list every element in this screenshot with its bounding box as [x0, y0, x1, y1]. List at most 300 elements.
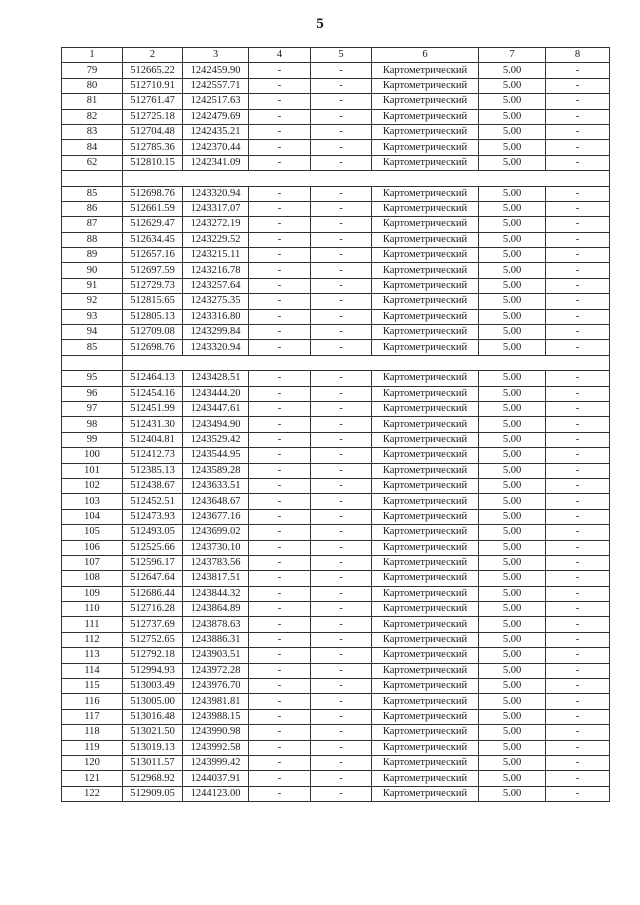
point-number: 110: [62, 602, 123, 617]
col-8-value: -: [546, 325, 610, 340]
accuracy-value: 5.00: [479, 155, 546, 170]
accuracy-value: 5.00: [479, 632, 546, 647]
coordinate-y: 1244037.91: [183, 771, 249, 786]
method-name: Картометрический: [372, 740, 479, 755]
coordinate-x: 512661.59: [123, 201, 183, 216]
coordinate-x: 512792.18: [123, 648, 183, 663]
coordinate-y: 1243990.98: [183, 725, 249, 740]
method-name: Картометрический: [372, 263, 479, 278]
accuracy-value: 5.00: [479, 78, 546, 93]
accuracy-value: 5.00: [479, 679, 546, 694]
table-row: [62, 555, 610, 570]
col-4-value: -: [249, 786, 311, 801]
col-8-value: -: [546, 525, 610, 540]
empty-cell: [62, 171, 123, 186]
col-5-value: -: [311, 648, 372, 663]
col-8-value: -: [546, 401, 610, 416]
col-4-value: -: [249, 94, 311, 109]
col-8-value: -: [546, 694, 610, 709]
col-5-value: -: [311, 494, 372, 509]
coordinate-x: 512709.08: [123, 325, 183, 340]
table-row: [62, 417, 610, 432]
accuracy-value: 5.00: [479, 201, 546, 216]
coordinate-y: 1243864.89: [183, 602, 249, 617]
method-name: Картометрический: [372, 725, 479, 740]
col-5-value: -: [311, 525, 372, 540]
accuracy-value: 5.00: [479, 740, 546, 755]
col-4-value: -: [249, 602, 311, 617]
table-row: [62, 325, 610, 340]
table-row: [62, 663, 610, 678]
col-5-value: -: [311, 140, 372, 155]
accuracy-value: 5.00: [479, 555, 546, 570]
table-row: [62, 386, 610, 401]
point-number: 122: [62, 786, 123, 801]
col-8-value: -: [546, 586, 610, 601]
coordinate-x: 512737.69: [123, 617, 183, 632]
coordinate-x: 512968.92: [123, 771, 183, 786]
col-4-value: -: [249, 232, 311, 247]
point-number: 96: [62, 386, 123, 401]
col-8-value: -: [546, 740, 610, 755]
col-4-value: -: [249, 340, 311, 355]
col-4-value: -: [249, 755, 311, 770]
method-name: Картометрический: [372, 602, 479, 617]
accuracy-value: 5.00: [479, 586, 546, 601]
method-name: Картометрический: [372, 617, 479, 632]
coordinate-x: 512385.13: [123, 463, 183, 478]
accuracy-value: 5.00: [479, 663, 546, 678]
col-5-value: -: [311, 617, 372, 632]
method-name: Картометрический: [372, 325, 479, 340]
col-4-value: -: [249, 771, 311, 786]
accuracy-value: 5.00: [479, 263, 546, 278]
col-4-value: -: [249, 417, 311, 432]
table-row: [62, 201, 610, 216]
point-number: 81: [62, 94, 123, 109]
method-name: Картометрический: [372, 755, 479, 770]
point-number: 83: [62, 124, 123, 139]
col-8-value: -: [546, 602, 610, 617]
method-name: Картометрический: [372, 140, 479, 155]
method-name: Картометрический: [372, 417, 479, 432]
table-row: [62, 232, 610, 247]
point-number: 99: [62, 432, 123, 447]
coordinate-y: 1242479.69: [183, 109, 249, 124]
method-name: Картометрический: [372, 509, 479, 524]
table-row: [62, 679, 610, 694]
col-4-value: -: [249, 448, 311, 463]
accuracy-value: 5.00: [479, 63, 546, 78]
table-row: [62, 94, 610, 109]
table-row: [62, 140, 610, 155]
point-number: 114: [62, 663, 123, 678]
method-name: Картометрический: [372, 371, 479, 386]
point-number: 94: [62, 325, 123, 340]
method-name: Картометрический: [372, 124, 479, 139]
coordinate-y: 1243494.90: [183, 417, 249, 432]
col-8-value: -: [546, 248, 610, 263]
accuracy-value: 5.00: [479, 294, 546, 309]
coordinate-x: 512752.65: [123, 632, 183, 647]
table-row: [62, 509, 610, 524]
table-row: [62, 155, 610, 170]
method-name: Картометрический: [372, 679, 479, 694]
point-number: 115: [62, 679, 123, 694]
accuracy-value: 5.00: [479, 725, 546, 740]
point-number: 102: [62, 478, 123, 493]
table-row: [62, 494, 610, 509]
col-8-value: -: [546, 709, 610, 724]
method-name: Картометрический: [372, 555, 479, 570]
col-5-value: -: [311, 555, 372, 570]
accuracy-value: 5.00: [479, 509, 546, 524]
col-4-value: -: [249, 478, 311, 493]
point-number: 103: [62, 494, 123, 509]
col-4-value: -: [249, 386, 311, 401]
coordinate-y: 1243215.11: [183, 248, 249, 263]
col-4-value: -: [249, 186, 311, 201]
col-4-value: -: [249, 217, 311, 232]
empty-cell: [123, 171, 610, 186]
coordinate-y: 1243229.52: [183, 232, 249, 247]
coordinate-y: 1243444.20: [183, 386, 249, 401]
accuracy-value: 5.00: [479, 217, 546, 232]
col-4-value: -: [249, 725, 311, 740]
coordinate-x: 513011.57: [123, 755, 183, 770]
coordinate-y: 1243529.42: [183, 432, 249, 447]
coordinate-y: 1243972.28: [183, 663, 249, 678]
col-5-value: -: [311, 432, 372, 447]
coordinate-y: 1243699.02: [183, 525, 249, 540]
col-8-value: -: [546, 786, 610, 801]
col-8-value: -: [546, 217, 610, 232]
accuracy-value: 5.00: [479, 340, 546, 355]
col-4-value: -: [249, 109, 311, 124]
accuracy-value: 5.00: [479, 755, 546, 770]
coordinate-y: 1243988.15: [183, 709, 249, 724]
coordinate-y: 1243275.35: [183, 294, 249, 309]
method-name: Картометрический: [372, 586, 479, 601]
method-name: Картометрический: [372, 432, 479, 447]
point-number: 108: [62, 571, 123, 586]
point-number: 85: [62, 186, 123, 201]
point-number: 89: [62, 248, 123, 263]
coordinate-x: 512647.64: [123, 571, 183, 586]
col-8-value: -: [546, 540, 610, 555]
coordinate-y: 1242459.90: [183, 63, 249, 78]
column-header: 7: [479, 48, 546, 63]
col-5-value: -: [311, 263, 372, 278]
point-number: 109: [62, 586, 123, 601]
col-4-value: -: [249, 555, 311, 570]
coordinate-y: 1243677.16: [183, 509, 249, 524]
table-row: [62, 540, 610, 555]
coordinate-y: 1243878.63: [183, 617, 249, 632]
col-5-value: -: [311, 109, 372, 124]
table-row: [62, 725, 610, 740]
coordinate-x: 512404.81: [123, 432, 183, 447]
table-row: [62, 709, 610, 724]
accuracy-value: 5.00: [479, 186, 546, 201]
method-name: Картометрический: [372, 78, 479, 93]
col-4-value: -: [249, 663, 311, 678]
accuracy-value: 5.00: [479, 478, 546, 493]
point-number: 92: [62, 294, 123, 309]
col-8-value: -: [546, 771, 610, 786]
accuracy-value: 5.00: [479, 709, 546, 724]
method-name: Картометрический: [372, 478, 479, 493]
col-8-value: -: [546, 448, 610, 463]
col-4-value: -: [249, 694, 311, 709]
method-name: Картометрический: [372, 771, 479, 786]
coordinate-x: 512698.76: [123, 186, 183, 201]
method-name: Картометрический: [372, 94, 479, 109]
table-row: [62, 217, 610, 232]
col-5-value: -: [311, 186, 372, 201]
accuracy-value: 5.00: [479, 309, 546, 324]
col-5-value: -: [311, 417, 372, 432]
point-number: 106: [62, 540, 123, 555]
accuracy-value: 5.00: [479, 432, 546, 447]
method-name: Картометрический: [372, 217, 479, 232]
coordinate-x: 512725.18: [123, 109, 183, 124]
table-row: [62, 124, 610, 139]
accuracy-value: 5.00: [479, 232, 546, 247]
column-header: 5: [311, 48, 372, 63]
point-number: 105: [62, 525, 123, 540]
table-row: [62, 525, 610, 540]
table-row: [62, 740, 610, 755]
col-5-value: -: [311, 78, 372, 93]
accuracy-value: 5.00: [479, 386, 546, 401]
col-5-value: -: [311, 325, 372, 340]
method-name: Картометрический: [372, 109, 479, 124]
method-name: Картометрический: [372, 309, 479, 324]
coordinate-x: 512657.16: [123, 248, 183, 263]
col-5-value: -: [311, 540, 372, 555]
col-5-value: -: [311, 278, 372, 293]
accuracy-value: 5.00: [479, 248, 546, 263]
point-number: 112: [62, 632, 123, 647]
coordinate-y: 1243317.07: [183, 201, 249, 216]
table-row: [62, 340, 610, 355]
col-4-value: -: [249, 586, 311, 601]
point-number: 116: [62, 694, 123, 709]
col-4-value: -: [249, 325, 311, 340]
coordinate-y: 1243844.32: [183, 586, 249, 601]
point-number: 79: [62, 63, 123, 78]
col-5-value: -: [311, 725, 372, 740]
group-separator-row: [62, 355, 610, 370]
col-4-value: -: [249, 278, 311, 293]
table-row: [62, 478, 610, 493]
table-row: [62, 294, 610, 309]
col-5-value: -: [311, 786, 372, 801]
col-4-value: -: [249, 540, 311, 555]
col-8-value: -: [546, 109, 610, 124]
coordinate-x: 512438.67: [123, 478, 183, 493]
table-row: [62, 248, 610, 263]
method-name: Картометрический: [372, 448, 479, 463]
method-name: Картометрический: [372, 648, 479, 663]
accuracy-value: 5.00: [479, 571, 546, 586]
accuracy-value: 5.00: [479, 694, 546, 709]
accuracy-value: 5.00: [479, 401, 546, 416]
coordinate-x: 512697.59: [123, 263, 183, 278]
coordinate-y: 1242370.44: [183, 140, 249, 155]
page-number: 5: [316, 16, 324, 32]
coordinate-x: 512805.13: [123, 309, 183, 324]
point-number: 87: [62, 217, 123, 232]
accuracy-value: 5.00: [479, 525, 546, 540]
coordinate-x: 513003.49: [123, 679, 183, 694]
table-row: [62, 755, 610, 770]
method-name: Картометрический: [372, 63, 479, 78]
col-4-value: -: [249, 309, 311, 324]
col-5-value: -: [311, 586, 372, 601]
coordinate-x: 512634.45: [123, 232, 183, 247]
col-5-value: -: [311, 401, 372, 416]
accuracy-value: 5.00: [479, 325, 546, 340]
table-row: [62, 694, 610, 709]
accuracy-value: 5.00: [479, 786, 546, 801]
coordinate-x: 513019.13: [123, 740, 183, 755]
accuracy-value: 5.00: [479, 494, 546, 509]
accuracy-value: 5.00: [479, 617, 546, 632]
point-number: 85: [62, 340, 123, 355]
point-number: 98: [62, 417, 123, 432]
coordinate-y: 1242517.63: [183, 94, 249, 109]
coordinate-y: 1243272.19: [183, 217, 249, 232]
coordinate-x: 512452.51: [123, 494, 183, 509]
table-row: [62, 278, 610, 293]
accuracy-value: 5.00: [479, 463, 546, 478]
col-8-value: -: [546, 124, 610, 139]
col-5-value: -: [311, 294, 372, 309]
method-name: Картометрический: [372, 278, 479, 293]
method-name: Картометрический: [372, 786, 479, 801]
point-number: 82: [62, 109, 123, 124]
empty-cell: [62, 355, 123, 370]
coordinate-x: 512454.16: [123, 386, 183, 401]
point-number: 101: [62, 463, 123, 478]
method-name: Картометрический: [372, 694, 479, 709]
point-number: 97: [62, 401, 123, 416]
col-4-value: -: [249, 617, 311, 632]
col-8-value: -: [546, 386, 610, 401]
coordinate-x: 512729.73: [123, 278, 183, 293]
col-4-value: -: [249, 740, 311, 755]
coordinate-x: 512596.17: [123, 555, 183, 570]
column-header: 4: [249, 48, 311, 63]
coordinate-x: 513016.48: [123, 709, 183, 724]
col-5-value: -: [311, 771, 372, 786]
col-8-value: -: [546, 78, 610, 93]
coordinate-y: 1243981.81: [183, 694, 249, 709]
coordinate-x: 512629.47: [123, 217, 183, 232]
col-8-value: -: [546, 278, 610, 293]
point-number: 119: [62, 740, 123, 755]
method-name: Картометрический: [372, 571, 479, 586]
col-8-value: -: [546, 463, 610, 478]
table-row: [62, 648, 610, 663]
table-row: [62, 632, 610, 647]
col-8-value: -: [546, 617, 610, 632]
col-5-value: -: [311, 94, 372, 109]
col-4-value: -: [249, 124, 311, 139]
col-8-value: -: [546, 478, 610, 493]
col-8-value: -: [546, 232, 610, 247]
col-4-value: -: [249, 679, 311, 694]
point-number: 100: [62, 448, 123, 463]
col-5-value: -: [311, 463, 372, 478]
coordinate-x: 512909.05: [123, 786, 183, 801]
method-name: Картометрический: [372, 709, 479, 724]
col-8-value: -: [546, 663, 610, 678]
col-5-value: -: [311, 679, 372, 694]
coordinate-y: 1243316.80: [183, 309, 249, 324]
col-8-value: -: [546, 294, 610, 309]
table-row: [62, 571, 610, 586]
table-body: [62, 63, 610, 802]
coordinate-y: 1243992.58: [183, 740, 249, 755]
col-4-value: -: [249, 648, 311, 663]
col-8-value: -: [546, 201, 610, 216]
col-4-value: -: [249, 263, 311, 278]
accuracy-value: 5.00: [479, 771, 546, 786]
col-4-value: -: [249, 78, 311, 93]
col-4-value: -: [249, 248, 311, 263]
method-name: Картометрический: [372, 294, 479, 309]
col-4-value: -: [249, 463, 311, 478]
table-row: [62, 371, 610, 386]
method-name: Картометрический: [372, 248, 479, 263]
group-separator-row: [62, 171, 610, 186]
accuracy-value: 5.00: [479, 417, 546, 432]
col-5-value: -: [311, 663, 372, 678]
col-8-value: -: [546, 371, 610, 386]
col-4-value: -: [249, 201, 311, 216]
col-5-value: -: [311, 709, 372, 724]
col-5-value: -: [311, 201, 372, 216]
method-name: Картометрический: [372, 340, 479, 355]
table-row: [62, 448, 610, 463]
col-4-value: -: [249, 401, 311, 416]
point-number: 107: [62, 555, 123, 570]
table-row: [62, 463, 610, 478]
col-5-value: -: [311, 448, 372, 463]
col-8-value: -: [546, 648, 610, 663]
point-number: 117: [62, 709, 123, 724]
method-name: Картометрический: [372, 401, 479, 416]
col-5-value: -: [311, 571, 372, 586]
coordinate-x: 512704.48: [123, 124, 183, 139]
empty-cell: [123, 355, 610, 370]
table-row: [62, 771, 610, 786]
coordinate-x: 512431.30: [123, 417, 183, 432]
col-4-value: -: [249, 494, 311, 509]
accuracy-value: 5.00: [479, 124, 546, 139]
table-row: [62, 401, 610, 416]
col-5-value: -: [311, 602, 372, 617]
coordinate-x: 513021.50: [123, 725, 183, 740]
coordinate-x: 512473.93: [123, 509, 183, 524]
coordinates-table: [61, 47, 610, 802]
col-4-value: -: [249, 571, 311, 586]
table-row: [62, 109, 610, 124]
col-5-value: -: [311, 740, 372, 755]
